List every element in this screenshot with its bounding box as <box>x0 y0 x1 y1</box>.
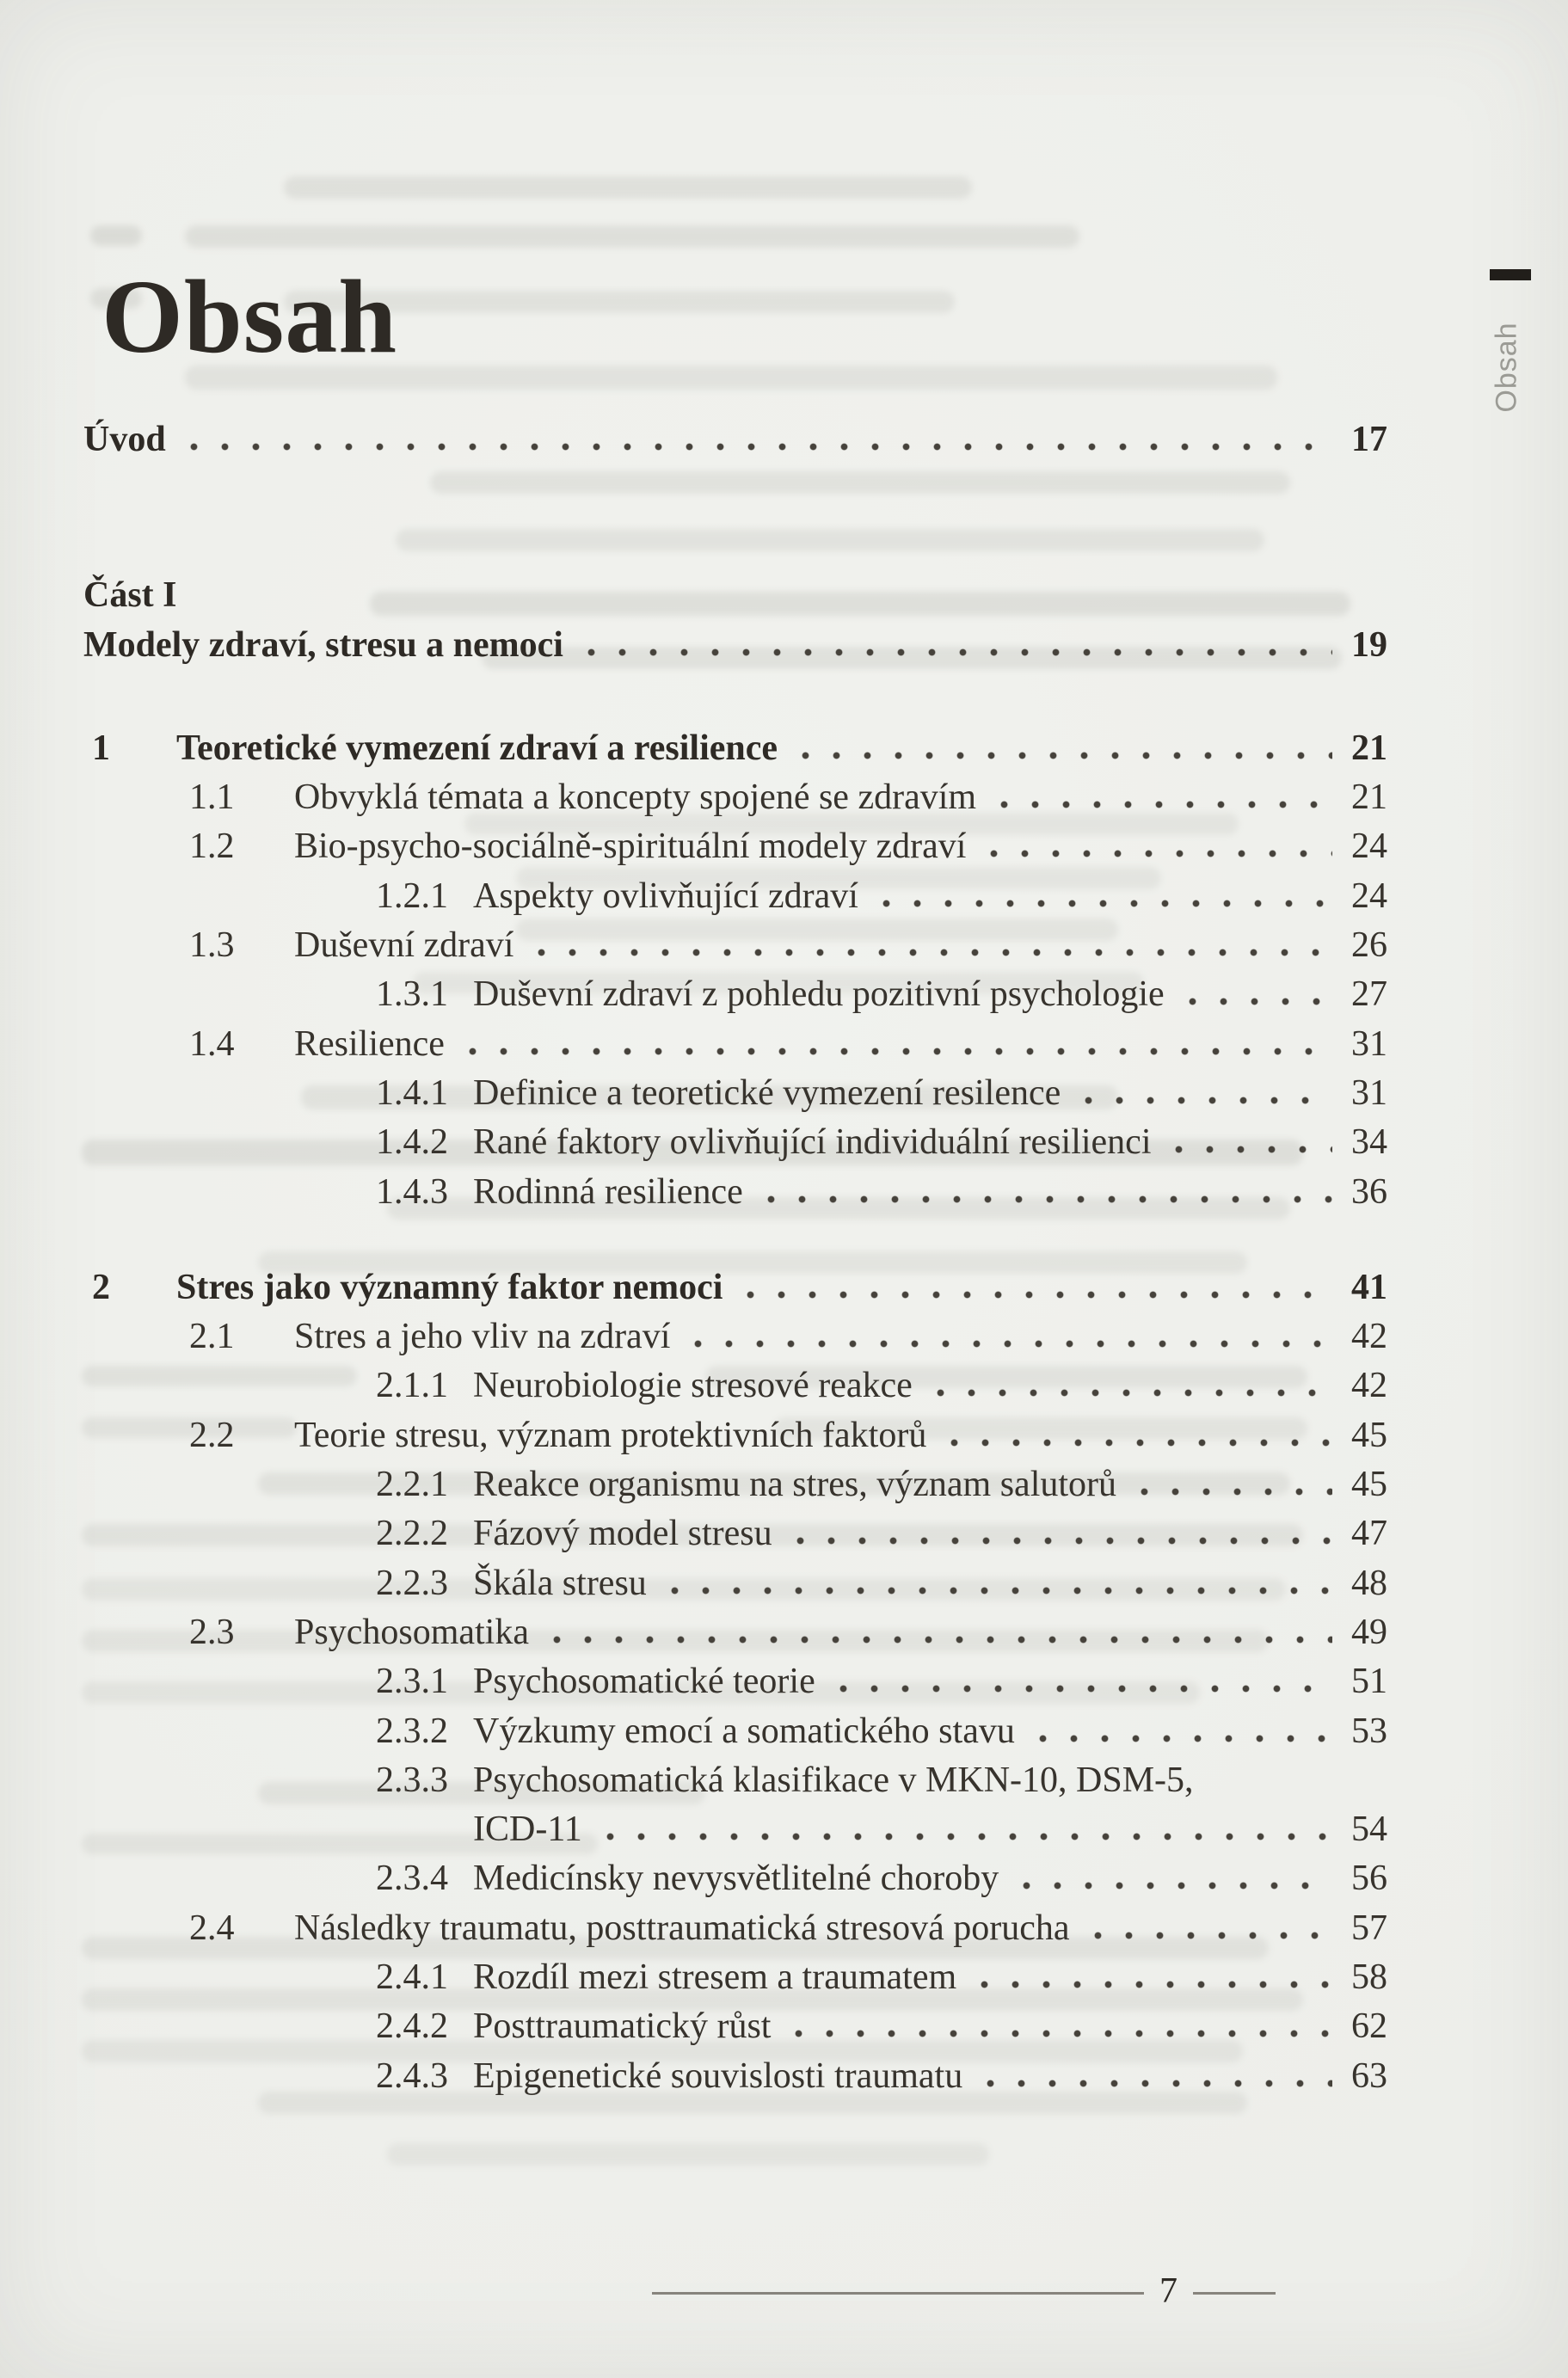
dot-leader <box>950 1439 1332 1447</box>
footer-rule-left <box>652 2292 1144 2295</box>
toc-entry <box>83 970 1387 1019</box>
toc-entry <box>83 1854 1387 1903</box>
dot-leader <box>802 752 1332 759</box>
toc-entry <box>83 1168 1387 1217</box>
toc-entry-page-number: 41 <box>1351 1267 1387 1307</box>
toc-entry-number: 2.3.3 <box>376 1760 448 1800</box>
toc-entry <box>83 1361 1387 1410</box>
toc-entry-page-number: 31 <box>1351 1072 1387 1113</box>
dot-leader <box>1094 1932 1332 1939</box>
toc-entry-number: 2.2.2 <box>376 1514 448 1554</box>
toc-entry-label: Bio-psycho-sociálně-spirituální modely zdraví <box>294 826 967 867</box>
toc-entry <box>83 1657 1387 1706</box>
toc-entry-label: Reakce organismu na stres, význam salutorů <box>473 1465 1117 1505</box>
toc-entry-number: 2.3 <box>189 1612 235 1652</box>
toc-entry <box>83 1904 1387 1953</box>
toc-entry-label: Obvyklá témata a koncepty spojené se zdravím <box>294 777 977 818</box>
footer-page-number: 7 <box>1159 2271 1178 2311</box>
dot-leader <box>190 443 1332 451</box>
dot-leader <box>987 2080 1332 2087</box>
toc-entry-number: 2 <box>92 1267 110 1307</box>
toc-entry-label: Definice a teoretické vymezení resilence <box>473 1072 1061 1113</box>
toc-entry-label: Duševní zdraví <box>294 925 514 966</box>
dot-leader <box>1141 1488 1332 1496</box>
toc-entry-page-number: 63 <box>1351 2055 1387 2096</box>
toc-entry-number: 2.2 <box>189 1415 235 1455</box>
dot-leader <box>937 1389 1332 1397</box>
toc-entry-page-number: 51 <box>1351 1662 1387 1702</box>
toc-entry <box>83 1559 1387 1608</box>
dot-leader <box>538 949 1332 956</box>
toc-entry-page-number: 47 <box>1351 1514 1387 1554</box>
toc-entry-label: Psychosomatická klasifikace v MKN-10, DSM-5, <box>473 1760 1194 1800</box>
dot-leader <box>694 1340 1332 1348</box>
toc-entry-label: Duševní zdraví z pohledu pozitivní psychologie <box>473 974 1165 1015</box>
toc-entry-label: Následky traumatu, posttraumatická stresová porucha <box>294 1908 1070 1948</box>
toc-entry-label: Stres a jeho vliv na zdraví <box>294 1317 671 1357</box>
toc-entry-label: Teorie stresu, význam protektivních faktorů <box>294 1415 927 1455</box>
section-tab-marker <box>1490 269 1531 280</box>
dot-leader <box>587 648 1332 656</box>
toc-entry-label: Teoretické vymezení zdraví a resilience <box>176 728 778 768</box>
toc-entry-page-number: 49 <box>1351 1612 1387 1652</box>
table-of-contents <box>83 415 1387 2101</box>
toc-entry-page-number: 36 <box>1351 1171 1387 1212</box>
toc-entry <box>83 1509 1387 1558</box>
toc-entry-label: ICD-11 <box>473 1810 582 1850</box>
toc-entry-label: Rodinná resilience <box>473 1171 743 1212</box>
toc-entry-label: Část I <box>83 575 177 616</box>
toc-entry-page-number: 57 <box>1351 1908 1387 1948</box>
toc-entry <box>83 2002 1387 2051</box>
toc-entry-page-number: 42 <box>1351 1366 1387 1406</box>
toc-entry-page-number: 45 <box>1351 1465 1387 1505</box>
toc-entry-label: Posttraumatický růst <box>473 2006 772 2047</box>
toc-entry-number: 1.4.2 <box>376 1122 448 1163</box>
toc-entry-page-number: 27 <box>1351 974 1387 1015</box>
footer-rule-right <box>1193 2292 1276 2295</box>
toc-entry-page-number: 21 <box>1351 728 1387 768</box>
toc-entry-page-number: 26 <box>1351 925 1387 966</box>
toc-entry <box>83 1118 1387 1167</box>
dot-leader <box>469 1048 1332 1055</box>
toc-entry-number: 2.4.3 <box>376 2055 448 2096</box>
toc-entry <box>83 1312 1387 1361</box>
toc-entry-page-number: 54 <box>1351 1810 1387 1850</box>
toc-entry-page-number: 19 <box>1351 624 1387 665</box>
toc-entry-number: 1.3.1 <box>376 974 448 1015</box>
dot-leader <box>981 1981 1332 1988</box>
toc-entry-page-number: 58 <box>1351 1957 1387 1998</box>
toc-entry-label: Neurobiologie stresové reakce <box>473 1366 913 1406</box>
section-tab-label: Obsah <box>1490 322 1523 413</box>
dot-leader <box>796 1537 1332 1545</box>
dot-leader <box>1000 801 1332 808</box>
toc-entry <box>83 571 1387 620</box>
dot-leader <box>767 1195 1332 1203</box>
dot-leader <box>671 1587 1332 1595</box>
toc-entry-number: 2.3.4 <box>376 1859 448 1899</box>
toc-entry-label: Stres jako významný faktor nemoci <box>176 1267 723 1307</box>
toc-entry-number: 2.2.1 <box>376 1465 448 1505</box>
toc-entry-number: 2.1 <box>189 1317 235 1357</box>
toc-entry <box>83 1020 1387 1069</box>
toc-entry-page-number: 48 <box>1351 1563 1387 1603</box>
dot-leader <box>1085 1097 1332 1104</box>
bleedthrough-smudge <box>284 176 972 199</box>
toc-entry-label: Fázový model stresu <box>473 1514 772 1554</box>
toc-entry-number: 1.2 <box>189 826 235 867</box>
toc-entry-page-number: 42 <box>1351 1317 1387 1357</box>
page-footer <box>652 2271 1276 2311</box>
bleedthrough-smudge <box>387 2143 989 2166</box>
toc-entry-label: Psychosomatické teorie <box>473 1662 815 1702</box>
toc-entry-number: 1.4.3 <box>376 1171 448 1212</box>
toc-entry-page-number: 31 <box>1351 1023 1387 1064</box>
toc-entry-page-number: 62 <box>1351 2006 1387 2047</box>
toc-entry <box>83 415 1387 464</box>
toc-entry-number: 1.4 <box>189 1023 235 1064</box>
page-title: Obsah <box>101 258 398 375</box>
toc-entry-page-number: 24 <box>1351 826 1387 867</box>
toc-entry-label: Rozdíl mezi stresem a traumatem <box>473 1957 957 1998</box>
toc-entry-label: Aspekty ovlivňující zdraví <box>473 876 858 916</box>
toc-entry <box>83 1805 1387 1854</box>
toc-entry <box>83 1263 1387 1312</box>
dot-leader <box>882 900 1332 907</box>
toc-entry-label: Psychosomatika <box>294 1612 529 1652</box>
dot-leader <box>1039 1735 1332 1742</box>
toc-entry-label: Resilience <box>294 1023 445 1064</box>
toc-entry <box>83 2052 1387 2101</box>
dot-leader <box>795 2030 1332 2037</box>
toc-entry-label: Rané faktory ovlivňující individuální resilienci <box>473 1122 1152 1163</box>
toc-entry <box>83 1608 1387 1657</box>
toc-entry-number: 2.3.2 <box>376 1711 448 1751</box>
dot-leader <box>1175 1146 1332 1153</box>
toc-entry-page-number: 56 <box>1351 1859 1387 1899</box>
toc-entry-number: 2.4.2 <box>376 2006 448 2047</box>
toc-entry-label: Škála stresu <box>473 1563 647 1603</box>
toc-entry <box>83 773 1387 822</box>
toc-entry-page-number: 17 <box>1351 420 1387 459</box>
toc-entry <box>83 1411 1387 1460</box>
toc-entry-number: 1.3 <box>189 925 235 966</box>
toc-entry-number: 1 <box>92 728 110 768</box>
dot-leader <box>747 1291 1332 1299</box>
dot-leader <box>606 1833 1332 1840</box>
toc-entry <box>83 1756 1387 1805</box>
toc-entry-number: 2.4.1 <box>376 1957 448 1998</box>
bleedthrough-smudge <box>90 225 142 246</box>
bleedthrough-smudge <box>185 225 1079 248</box>
toc-entry-label: Výzkumy emocí a somatického stavu <box>473 1711 1015 1751</box>
toc-entry-number: 1.2.1 <box>376 876 448 916</box>
toc-entry-number: 2.4 <box>189 1908 235 1948</box>
toc-entry <box>83 1707 1387 1756</box>
toc-entry <box>83 822 1387 871</box>
toc-entry-label: Modely zdraví, stresu a nemoci <box>83 624 563 665</box>
toc-entry-page-number: 53 <box>1351 1711 1387 1751</box>
toc-entry-label: Medicínsky nevysvětlitelné choroby <box>473 1859 999 1899</box>
dot-leader <box>1023 1882 1332 1889</box>
toc-entry-number: 2.3.1 <box>376 1662 448 1702</box>
toc-entry-number: 2.1.1 <box>376 1366 448 1406</box>
toc-entry <box>83 872 1387 921</box>
toc-entry-page-number: 45 <box>1351 1415 1387 1455</box>
toc-entry <box>83 921 1387 970</box>
toc-entry <box>83 621 1387 670</box>
toc-entry-page-number: 24 <box>1351 876 1387 916</box>
dot-leader <box>990 850 1332 857</box>
toc-entry-number: 1.4.1 <box>376 1072 448 1113</box>
toc-entry <box>83 1460 1387 1509</box>
toc-entry-page-number: 34 <box>1351 1122 1387 1163</box>
toc-entry <box>83 1069 1387 1118</box>
toc-entry-label: Úvod <box>83 420 166 459</box>
dot-leader <box>553 1636 1332 1644</box>
toc-entry-label: Epigenetické souvislosti traumatu <box>473 2055 963 2096</box>
dot-leader <box>1189 998 1332 1005</box>
dot-leader <box>839 1685 1332 1693</box>
toc-entry <box>83 1953 1387 2002</box>
toc-entry-number: 1.1 <box>189 777 235 818</box>
toc-entry-page-number: 21 <box>1351 777 1387 818</box>
toc-entry-number: 2.2.3 <box>376 1563 448 1603</box>
toc-entry <box>83 724 1387 773</box>
